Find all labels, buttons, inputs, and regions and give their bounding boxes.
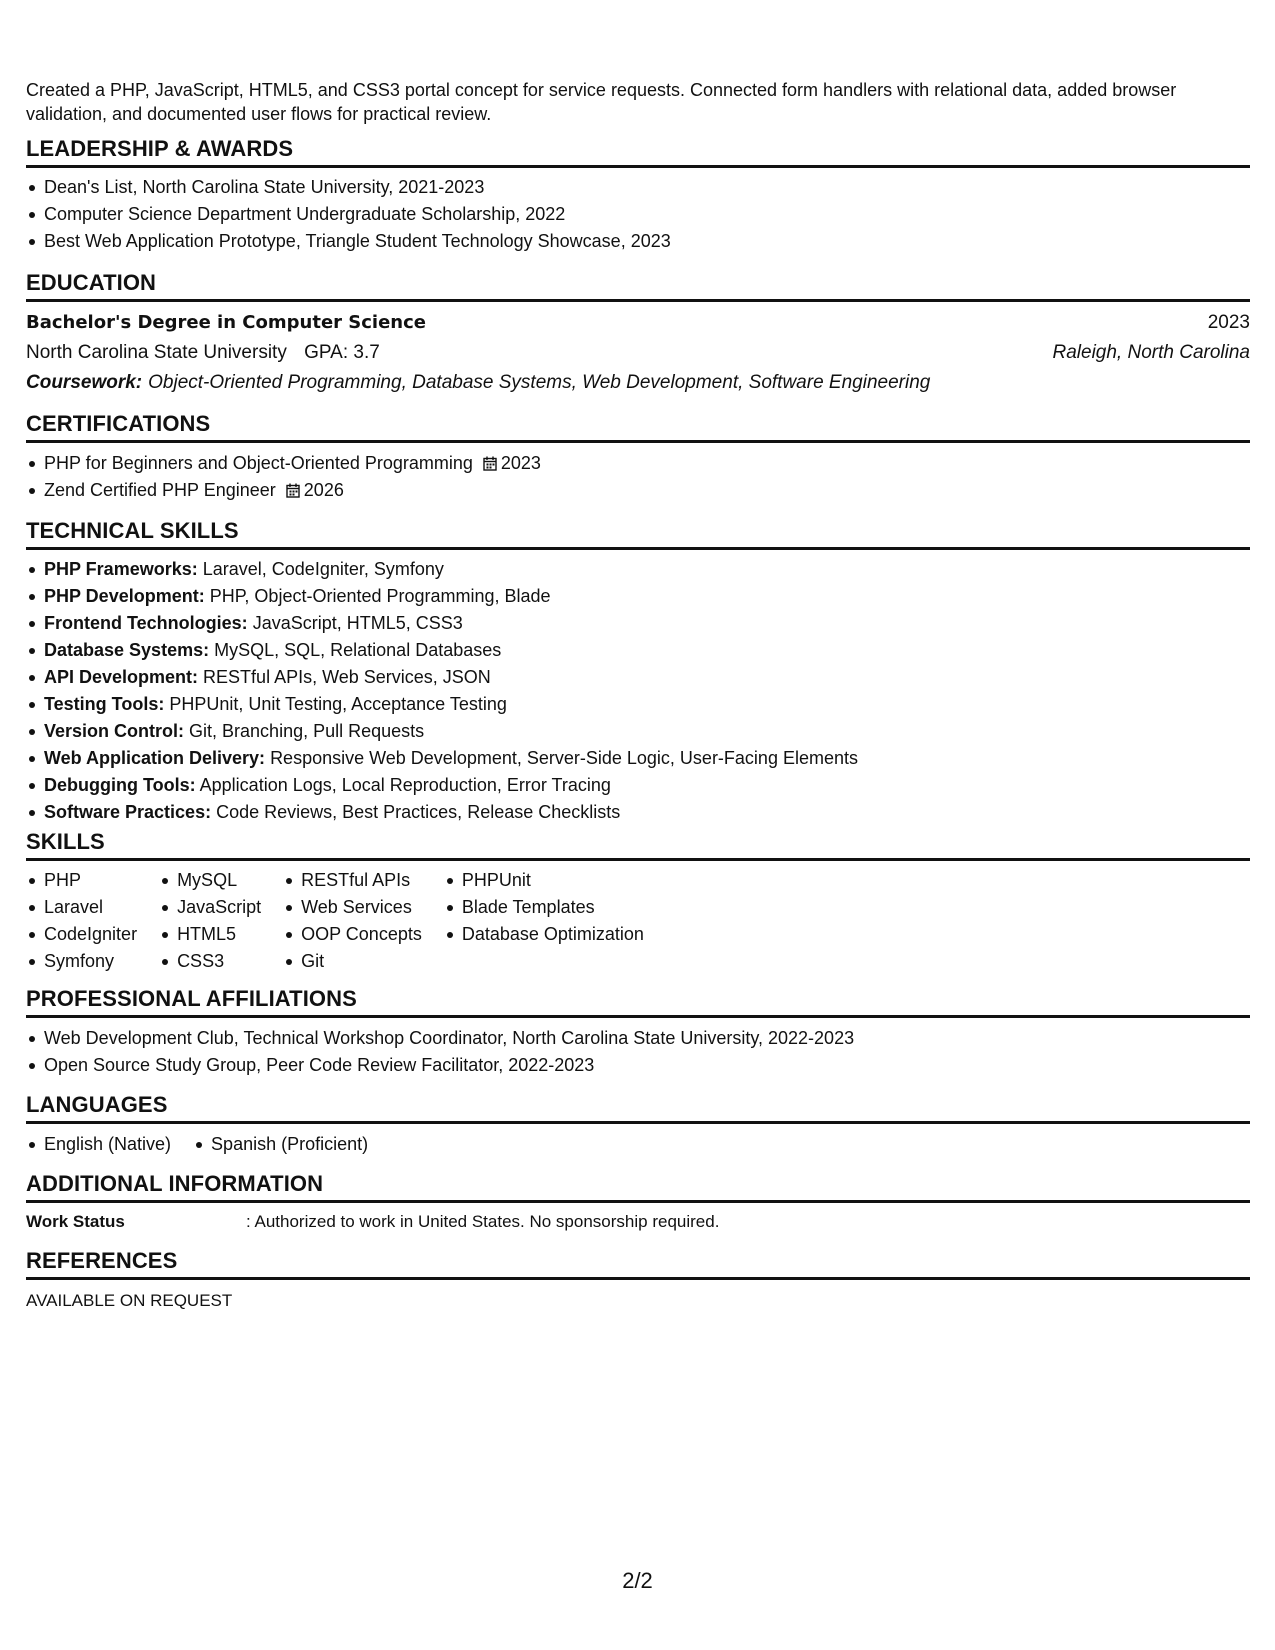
- list-item: English (Native): [26, 1131, 171, 1158]
- skill-category: Database Systems:: [44, 640, 210, 660]
- skill-values: MySQL, SQL, Relational Databases: [214, 640, 502, 660]
- skill-category: Debugging Tools:: [44, 775, 196, 795]
- technical-skills-section: [26, 518, 1250, 826]
- calendar-icon: [483, 452, 497, 467]
- list-item: Best Web Application Prototype, Triangle Student Technology Showcase, 2023: [26, 228, 1250, 255]
- section-title: CERTIFICATIONS: [26, 411, 1250, 443]
- certification-year: 2026: [303, 480, 344, 500]
- list-item: HTML5: [159, 921, 261, 948]
- list-item: Laravel: [26, 894, 137, 921]
- award-list: [26, 174, 1250, 255]
- languages-section: [26, 1092, 1250, 1158]
- list-item: [26, 772, 1250, 799]
- skill-category: API Development:: [44, 667, 199, 687]
- skill-values: PHPUnit, Unit Testing, Acceptance Testing: [169, 694, 507, 714]
- skills-column: [444, 867, 644, 975]
- leadership-section: [26, 136, 1250, 255]
- list-item: JavaScript: [159, 894, 261, 921]
- skills-section: [26, 829, 1250, 975]
- skill-values: JavaScript, HTML5, CSS3: [252, 613, 463, 633]
- list-item: [26, 556, 1250, 583]
- skills-grid: [26, 867, 1250, 975]
- section-title: REFERENCES: [26, 1248, 1250, 1280]
- technical-skills-list: [26, 556, 1250, 826]
- skill-category: Testing Tools:: [44, 694, 165, 714]
- skill-category: PHP Development:: [44, 586, 205, 606]
- list-item: Open Source Study Group, Peer Code Review Facilitator, 2022-2023: [26, 1052, 1250, 1079]
- certification-name: Zend Certified PHP Engineer: [44, 480, 276, 500]
- language-list: [26, 1131, 171, 1158]
- list-item: [26, 664, 1250, 691]
- certification-name: PHP for Beginners and Object-Oriented Programming: [44, 453, 473, 473]
- section-title: LANGUAGES: [26, 1092, 1250, 1124]
- additional-info-section: [26, 1171, 1250, 1235]
- list-item: [26, 745, 1250, 772]
- graduation-year: 2023: [1207, 312, 1250, 333]
- section-title: ADDITIONAL INFORMATION: [26, 1171, 1250, 1203]
- skill-category: Web Application Delivery:: [44, 748, 266, 768]
- certification-list: [26, 450, 1250, 504]
- list-item: CSS3: [159, 948, 261, 975]
- skills-column: [26, 867, 137, 975]
- list-item: Database Optimization: [444, 921, 644, 948]
- education-section: [26, 270, 1250, 398]
- work-status-label: Work Status: [26, 1212, 125, 1231]
- skill-category: Software Practices:: [44, 802, 212, 822]
- list-item: Spanish (Proficient): [193, 1131, 368, 1158]
- affiliation-list: [26, 1025, 1250, 1079]
- calendar-icon: [286, 479, 300, 494]
- skill-category: Frontend Technologies:: [44, 613, 248, 633]
- list-item: Web Services: [283, 894, 422, 921]
- list-item: [26, 691, 1250, 718]
- skill-values: Responsive Web Development, Server-Side Logic, User-Facing Elements: [270, 748, 858, 768]
- gpa: GPA: 3.7: [304, 342, 380, 363]
- skills-column: [159, 867, 261, 975]
- list-item: [26, 799, 1250, 826]
- certifications-section: [26, 411, 1250, 504]
- page-number: 2/2: [622, 1568, 653, 1593]
- list-item: [26, 450, 1250, 477]
- work-status-value: : Authorized to work in United States. No sponsorship required.: [246, 1212, 720, 1231]
- section-title: PROFESSIONAL AFFILIATIONS: [26, 986, 1250, 1018]
- list-item: [26, 477, 1250, 504]
- section-title: LEADERSHIP & AWARDS: [26, 136, 1250, 168]
- language-list: [193, 1131, 368, 1158]
- list-item: MySQL: [159, 867, 261, 894]
- coursework-list: Object-Oriented Programming, Database Systems, Web Development, Software Engineering: [148, 372, 931, 393]
- skill-values: Application Logs, Local Reproduction, Error Tracing: [199, 775, 611, 795]
- list-item: [26, 610, 1250, 637]
- skills-column: [283, 867, 422, 975]
- affiliations-section: [26, 986, 1250, 1079]
- list-item: Blade Templates: [444, 894, 644, 921]
- list-item: Dean's List, North Carolina State University, 2021-2023: [26, 174, 1250, 201]
- skill-values: PHP, Object-Oriented Programming, Blade: [209, 586, 551, 606]
- skill-category: Version Control:: [44, 721, 185, 741]
- skill-category: PHP Frameworks:: [44, 559, 198, 579]
- section-title: SKILLS: [26, 829, 1250, 861]
- list-item: Web Development Club, Technical Workshop Coordinator, North Carolina State University, 2022-2023: [26, 1025, 1250, 1052]
- certification-year: 2023: [500, 453, 541, 473]
- skill-values: Laravel, CodeIgniter, Symfony: [202, 559, 444, 579]
- project-description: Created a PHP, JavaScript, HTML5, and CSS3 portal concept for service requests. Connected form handlers with relational data, added browser validation, and documented user flows for practical review.: [26, 80, 1177, 124]
- references-text: AVAILABLE ON REQUEST: [26, 1291, 233, 1310]
- list-item: PHPUnit: [444, 867, 644, 894]
- skill-values: RESTful APIs, Web Services, JSON: [203, 667, 491, 687]
- school-location: Raleigh, North Carolina: [1052, 342, 1250, 363]
- list-item: [26, 718, 1250, 745]
- skill-values: Git, Branching, Pull Requests: [189, 721, 425, 741]
- coursework-label: Coursework:: [26, 372, 143, 393]
- references-section: [26, 1248, 1250, 1314]
- skill-values: Code Reviews, Best Practices, Release Checklists: [216, 802, 621, 822]
- list-item: RESTful APIs: [283, 867, 422, 894]
- list-item: [26, 637, 1250, 664]
- list-item: [26, 583, 1250, 610]
- list-item: CodeIgniter: [26, 921, 137, 948]
- list-item: PHP: [26, 867, 137, 894]
- section-title: EDUCATION: [26, 270, 1250, 302]
- list-item: OOP Concepts: [283, 921, 422, 948]
- list-item: Git: [283, 948, 422, 975]
- degree-name: Bachelor's Degree in Computer Science: [26, 312, 426, 333]
- list-item: Computer Science Department Undergraduate Scholarship, 2022: [26, 201, 1250, 228]
- list-item: Symfony: [26, 948, 137, 975]
- section-title: TECHNICAL SKILLS: [26, 518, 1250, 550]
- school-name: North Carolina State University: [26, 342, 287, 363]
